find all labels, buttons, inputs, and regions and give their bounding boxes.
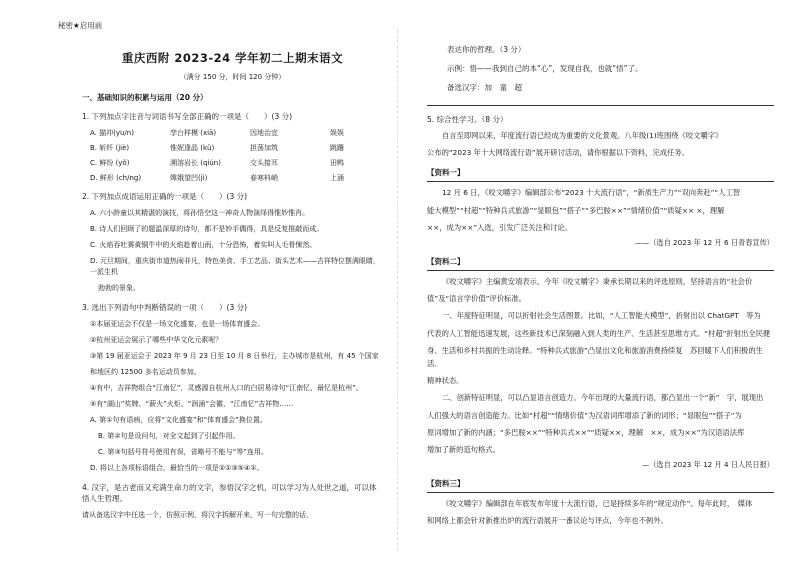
question-4-candidates: 备选汉字：加 童 超 (447, 83, 522, 92)
question-2-stem: 2. 下列加点成语运用正确的一项是（ ）(3 分) (82, 192, 248, 201)
question-3-option-c: C. 第③句括号符号使用有误，省略号不能与“等”连用。 (98, 448, 268, 456)
confidential-seal: 秘密★启用前 (58, 21, 103, 30)
material-2-line-7: 二、创新特征明显，可以凸显语言创造力。今年出现的大量流行语，都凸显出一个“新” 字，展现出 (442, 393, 764, 403)
section-heading: 一、基础知识的积累与运用（20 分） (82, 93, 208, 102)
question-3-option-d: D. 将以上各项标语组合，最恰当的一项是②①③⑤④①。 (90, 464, 264, 472)
question-2-option-d-cont: 勃勃的景象。 (98, 284, 140, 292)
question-1-option-b: B. 斩纤 (jiè) 惟妮逢晶 (kǔ) 担荡加筑 跳跚 (90, 144, 344, 152)
answer-line (427, 105, 774, 106)
material-2-heading: 【资料二】 (427, 256, 774, 271)
right-page (397, 0, 794, 562)
material-2-line-6: 精神状态。 (427, 376, 464, 386)
material-2-line-5: 身、生活和乡村共振的生动诠释。“特种兵式旅游”凸显出文化和旅游消费持续复 苏回暖下人们积极的生活、 (427, 345, 763, 369)
exam-title: 重庆西附 2023-24 学年初二上期末语文 (121, 51, 344, 65)
material-2-line-10: 增加了新的造句格式。 (427, 445, 500, 455)
question-3-sentence-4: ④有中，吉祥物组合“江南忆”，灵感源自杭州人口的白居易诗句“江南忆，最忆是杭州”。 (90, 384, 363, 392)
question-3-sentence-3-cont: 和地区约 12500 多名运动员参加。 (90, 368, 201, 376)
material-1-line-3: ××，成为××”入选，引发广泛关注和讨论。 (427, 222, 572, 232)
material-2-line-8: 人们强大的语言创造能力。比如“村超”“情绪价值”为汉语词库增添了新的词形；“显眼包”“搭子”为 (427, 410, 742, 420)
exam-subtitle: （满分 150 分，时间 120 分钟） (179, 73, 286, 81)
material-3-heading: 【资料三】 (427, 478, 774, 493)
question-4-line-2: 请从备选汉字中任选一个，仿照示例，将汉字拆解开来，写一句完整的话， (82, 511, 313, 519)
question-1-option-d: D. 鲜形 (ch/ng) 嫦娥望凹(jì) 春寒料峭 上涌 (90, 174, 344, 182)
question-2-option-a: A. 六小龄童以其精湛的演技，将孙悟空这一神奇人物演绎得惟妙惟肖。 (90, 209, 310, 217)
material-2-line-4: 代表的人工智能迅速发展，这些新技术已深刻融入到人类的生产、生活甚至思维方式。“村超”折射出全民健 (427, 328, 771, 338)
question-5-intro-2: 公布的“2023 年十大网络流行语”展开研讨活动，请你根据以下资料，完成任务。 (427, 148, 689, 158)
material-1-heading: 【资料一】 (427, 167, 774, 182)
material-2-line-2: 值”及“语言学价值”评价标准。 (427, 294, 526, 304)
question-4-line-1: 4. 汉字，是古老而又充满生命力的文字，参悟汉字之机，可以学习为人处世之道，可以体悟人生哲理。 (82, 483, 377, 503)
question-1-option-a: A. 猫冲(yu/n) 孪台样模 (xiā) 因地治宜 娱娱 (90, 129, 344, 137)
material-2-line-9: 原词增加了新的内涵；“多巴胺××”“特种兵式××”“质疑××，理解 ××，成为××”为汉语语法库 (427, 427, 745, 437)
question-2-option-b: B. 诗人们回顾了的题温深厚的诗句，都不是妙手偶得，具是反复推敲而成。 (90, 225, 324, 233)
material-1-line-2: 能大模型”“村超”“特种兵式旅游”“显眼包”“搭子”“多巴胺××”“情绪价值”“质疑×× ×，理解 (427, 205, 725, 215)
question-2-option-c: C. 火焰吞吐赛黄铜牛中的火焰趁着山雨，十分恐怖，着实叫人毛骨悚然。 (90, 241, 317, 249)
question-3-option-b: B. 第②句是设问句，对全文起到了引起作用。 (98, 432, 240, 440)
question-3-sentence-1: ①本届亚运会不仅是一场文化盛宴，也是一场体育盛会。 (90, 320, 265, 328)
question-5-intro-1: 自言至即网以来，年度流行语已经成为重要的文化景观。八年级(1)班围绕《咬文嚼字》 (442, 131, 723, 140)
material-2-source: —（选自 2023 年 12 月 4 日人民日报） (642, 460, 774, 470)
question-5-stem: 5. 综合性学习。（8 分） (427, 115, 508, 124)
material-3-line-2: 和网络上都会针对新推出炉的流行语展开一番议论与评点，今年也不例外。 (427, 516, 668, 526)
question-3-sentence-3: ③第 19 届亚运会于 2023 年 9 月 23 日至 10 月 8 日举行，主办城市是杭州，有 45 个国家 (90, 352, 379, 360)
question-4-cont: 表达你的哲理。（3 分） (447, 45, 526, 54)
material-1-line-1: 12 月 6 日，《咬文嚼字》编辑部公布“2023 十大流行语”，“新质生产力”“双向奔赴”“人工智 (442, 188, 741, 198)
material-3-line-1: 《咬文嚼字》编辑部在年底发布年度十大流行语，已是持续多年的“规定动作”。每年此时， 媒体 (442, 499, 753, 509)
question-1-option-c: C. 鲜纷 (yǒ) 溯溶岩长 (qiún) 交头接耳 田鸭 (90, 159, 344, 167)
question-4-example: 示例：悟——我到自己的本“心”，发现自我，也就“悟”了。 (447, 64, 643, 73)
material-1-source: ——（选自 2023 年 12 月 6 日青春宣传） (634, 238, 774, 248)
material-2-line-1: 《咬文嚼字》主编黄安靖表示，今年《咬文嚼字》秉承长期以来的评选原则，坚持语言的“社会价 (442, 277, 753, 287)
question-3-option-a: A. 第①句有语病，应将“文化盛宴”和“体育盛会”换位置。 (90, 416, 267, 424)
question-3-stem: 3. 选出下列语句中判断错误的一项（ ）(3 分) (82, 303, 248, 312)
material-2-line-3: 一、年度特征明显，可以折射社会生活图景。比如，“人工智能大模型”，折射出以 ChatGPT 等为 (442, 311, 761, 321)
question-2-option-d: D. 元旦期间，重庆街市道热闹非凡，特色美食、手工艺品、街头艺术——吉祥特位摆满眼睛，一派生机 (90, 257, 380, 276)
question-3-sentence-5: ⑤有“湖山”奖牌、“薪火”火炬、“润涌”会徽、“江南忆”吉祥物…… (90, 400, 294, 408)
question-3-sentence-2: ②杭州亚运会展示了哪些中华文化元素呢？ (90, 336, 223, 344)
question-1-stem: 1. 下列加点字注音与词语书写全部正确的一项是（ ）(3 分) (82, 112, 293, 121)
